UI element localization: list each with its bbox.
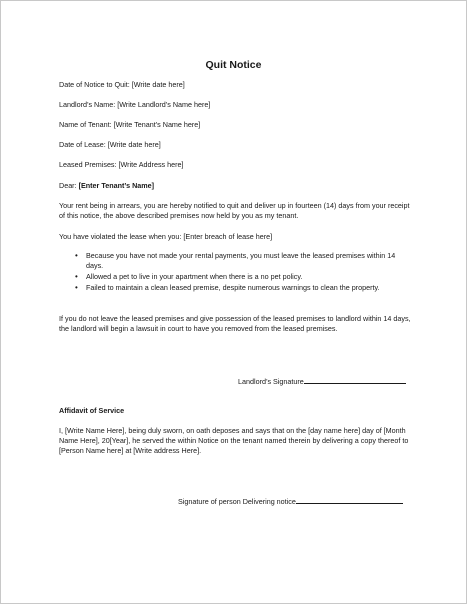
lease-date-field [59,140,161,150]
delivery-signature [178,495,403,507]
delivery-signature-label: Signature of person Delivering notice [178,497,296,506]
tenant-name-value: [Write Tenant’s Name here] [113,120,201,129]
notice-date-field [59,80,185,90]
landlord-name-value: [Write Landlord’s Name here] [117,100,211,109]
violation-item: • Failed to maintain a clean leased premise, despite numerous warnings to clean the property. [59,283,413,293]
affidavit-heading: Affidavit of Service [59,406,125,415]
lawsuit-paragraph: If you do not leave the leased premises and give possession of the leased premises to landlord within 14 days, the landlord will begin a lawsuit in court to have you removed from the leased premises. [59,314,411,333]
landlord-signature-line [304,375,406,384]
notice-date-value: [Write date here] [131,80,185,89]
affidavit-paragraph: I, [Write Name Here], being duly sworn, on oath deposes and says that on the [day name here] day of [Month Name Here], 20[Year], he served the within Notice on the tenant named therein by delivering a copy thereof to [Person Name here] at [Write address Here]. [59,426,409,455]
delivery-signature-line [296,495,403,504]
document-title: Quit Notice [205,59,262,71]
dear-tenant-name: [Enter Tenant’s Name] [78,181,155,190]
landlord-signature [238,375,406,387]
leased-premises-value: [Write Address here] [118,160,184,169]
landlord-name-field [59,100,210,110]
dear-line [59,181,154,191]
dear-label: Dear: [59,181,77,190]
leased-premises-field [59,160,184,170]
lease-date-value: [Write date here] [107,140,161,149]
tenant-name-label: Name of Tenant: [59,120,112,129]
notice-date-label: Date of Notice to Quit: [59,80,130,89]
violations-list [59,251,413,294]
landlord-signature-label: Landlord’s Signature [238,377,304,386]
lease-date-label: Date of Lease: [59,140,106,149]
landlord-name-label: Landlord’s Name: [59,100,116,109]
violation-item: • Because you have not made your rental payments, you must leave the leased premises within 14 days. [59,251,413,271]
leased-premises-label: Leased Premises: [59,160,117,169]
violation-item: • Allowed a pet to live in your apartment when there is a no pet policy. [59,272,413,282]
violation-intro: You have violated the lease when you: [Enter breach of lease here] [59,232,273,241]
tenant-name-field [59,120,200,130]
arrears-paragraph: Your rent being in arrears, you are hereby notified to quit and deliver up in fourteen (14) days from your receipt of this notice, the above described premises now held by you as my tenant. [59,201,410,220]
